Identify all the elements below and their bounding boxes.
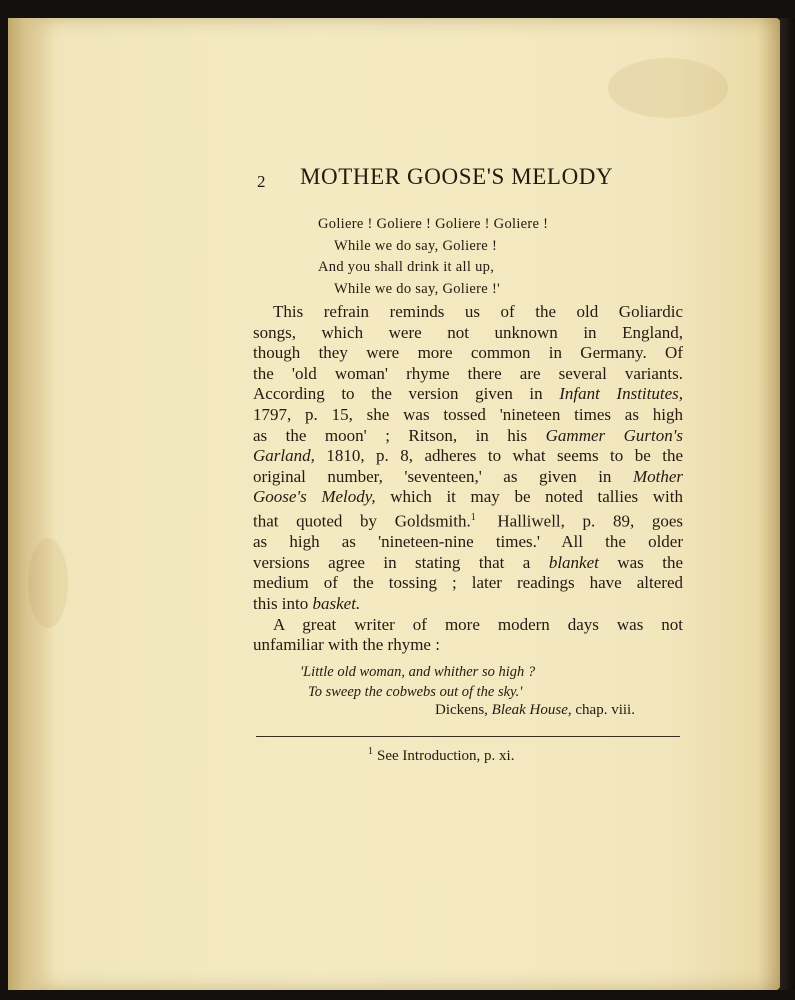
verse-block [318, 214, 648, 300]
emphasis-italic: basket. [312, 593, 361, 613]
verse-line: And you shall drink it all up, [318, 259, 495, 275]
text-line: medium of the tossing ; later readings have altered [253, 573, 683, 593]
footnote-text: See Introduction, p. xi. [377, 748, 515, 764]
text-line [253, 467, 683, 488]
book-title-italic: Infant Institutes, [559, 384, 683, 404]
text-span: was the [598, 552, 683, 572]
quote-line: 'Little old woman, and whither so high ? [300, 664, 536, 680]
attribution-author: Dickens, [435, 702, 492, 718]
text-span: 1810, p. 8, adheres to what seems to be the [314, 446, 683, 466]
emphasis-italic: blanket [548, 552, 599, 572]
text-span: as the moon' ; Ritson, in his [253, 425, 546, 445]
text-line [253, 594, 683, 615]
footnote-rule [256, 736, 680, 737]
text-line: the 'old woman' rhyme there are several variants. [253, 363, 683, 383]
text-span: that quoted by Goldsmith. [253, 511, 471, 531]
verse-line: Goliere ! Goliere ! Goliere ! Goliere ! [318, 216, 549, 232]
text-line: though they were more common in Germany. Of [253, 343, 683, 363]
text-line [253, 446, 683, 467]
text-line: as high as 'nineteen-nine times.' All the older [253, 532, 683, 552]
text-span: According to the version given in [253, 384, 560, 404]
text-span: versions agree in stating that a [253, 552, 549, 572]
footnote-reference: 1 [470, 511, 476, 523]
text-span: original number, 'seventeen,' as given in [253, 466, 633, 486]
text-span: this into [253, 593, 313, 613]
text-span: Halliwell, p. 89, goes [479, 511, 684, 531]
text-line [253, 553, 683, 574]
text-line [253, 487, 683, 508]
book-title-italic: Mother [632, 466, 683, 486]
book-title-italic: Goose's Melody, [253, 487, 376, 507]
page-number: 2 [257, 172, 266, 191]
text-line [253, 508, 683, 532]
text-line [253, 426, 683, 447]
running-head [252, 164, 682, 196]
verse-line: While we do say, Goliere ! [334, 237, 498, 254]
text-line: This refrain reminds us of the old Goliardic [273, 302, 683, 321]
text-line: A great writer of more modern days was not [273, 614, 683, 634]
attribution-chapter: chap. viii. [571, 702, 635, 718]
quote-attribution [435, 702, 635, 719]
running-head-title: MOTHER GOOSE'S MELODY [300, 164, 614, 189]
book-title-italic: Garland, [253, 446, 315, 466]
text-line: 1797, p. 15, she was tossed 'nineteen times as high [253, 404, 683, 424]
quote-line: To sweep the cobwebs out of the sky.' [308, 684, 523, 700]
text-line: songs, which were not unknown in England, [253, 322, 683, 342]
verse-line: While we do say, Goliere !' [334, 280, 500, 297]
body-text [253, 302, 683, 656]
text-line: unfamiliar with the rhyme : [253, 635, 440, 655]
footnote [368, 746, 514, 765]
dickens-quotation [300, 662, 700, 718]
text-line [253, 384, 683, 405]
footnote-mark: 1 [368, 746, 373, 757]
text-span: which it may be noted tallies with [375, 487, 683, 507]
book-title-italic: Gammer Gurton's [545, 425, 683, 445]
attribution-work: Bleak House, [491, 702, 572, 718]
